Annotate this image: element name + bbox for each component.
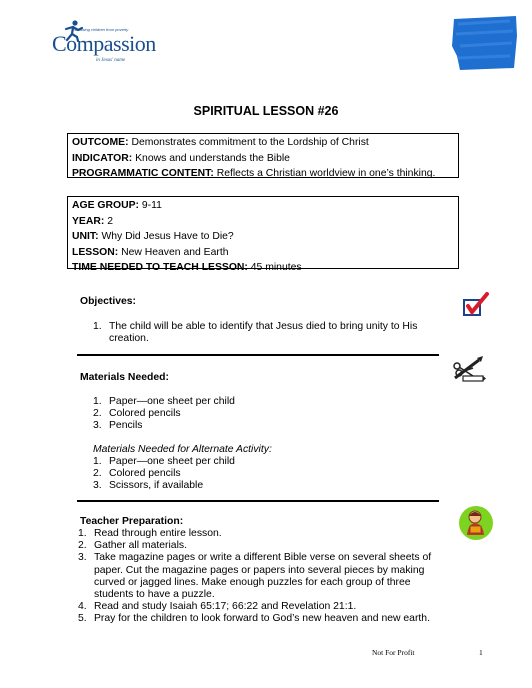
materials-heading: Materials Needed: bbox=[80, 372, 169, 383]
pencil-scissors-icon bbox=[451, 356, 487, 384]
lesson-meta-box bbox=[67, 196, 459, 273]
list-item: 3. Pencils bbox=[93, 420, 143, 432]
logo-tagline: Releasing children from poverty bbox=[72, 27, 129, 32]
list-item: 1. Paper—one sheet per child bbox=[93, 396, 235, 407]
time-needed-line: TIME NEEDED TO TEACH LESSON: 45 minutes bbox=[72, 262, 302, 273]
lesson-line: LESSON: New Heaven and Earth bbox=[72, 246, 229, 258]
outcome-box bbox=[67, 133, 459, 178]
materials-list bbox=[93, 396, 438, 433]
footer-note: Not For Profit bbox=[372, 648, 415, 657]
checkbox-check-icon bbox=[462, 292, 490, 318]
page-number: 1 bbox=[479, 648, 483, 657]
list-item: 3. Take magazine pages or write a different Bible verse on several sheets of paper. Cut the magazine pages or papers into several pieces by making curved or jagged lines. Make enough puzzles for each group of three students to have a puzzle. bbox=[78, 552, 432, 601]
list-item: 1. Read through entire lesson. bbox=[78, 528, 222, 539]
teacher-reading-icon bbox=[458, 505, 494, 541]
blue-brush-block bbox=[452, 16, 518, 70]
alternate-materials-list bbox=[93, 456, 438, 493]
year-line: YEAR: 2 bbox=[72, 215, 114, 227]
list-item: 4. Read and study Isaiah 65:17; 66:22 and Revelation 21:1. bbox=[78, 601, 357, 613]
programmatic-content-line: PROGRAMMATIC CONTENT: Reflects a Christian worldview in one’s thinking. bbox=[72, 168, 436, 179]
teacher-prep-heading: Teacher Preparation: bbox=[80, 516, 184, 527]
list-item: 3. Scissors, if available bbox=[93, 480, 204, 492]
teacher-prep-list bbox=[78, 528, 440, 626]
list-item: 1. Paper—one sheet per child bbox=[93, 456, 235, 467]
section-divider bbox=[77, 500, 439, 502]
age-group-line: AGE GROUP: 9-11 bbox=[72, 200, 162, 211]
outcome-line: OUTCOME: Demonstrates commitment to the Lordship of Christ bbox=[72, 137, 369, 148]
logo-wordmark: Compassion bbox=[52, 31, 156, 56]
indicator-line: INDICATOR: Knows and understands the Bible bbox=[72, 152, 290, 164]
alternate-materials-heading: Materials Needed for Alternate Activity: bbox=[93, 444, 272, 455]
page-title: SPIRITUAL LESSON #26 bbox=[193, 104, 339, 118]
unit-line: UNIT: Why Did Jesus Have to Die? bbox=[72, 231, 234, 242]
list-item: 2. Colored pencils bbox=[93, 468, 181, 480]
list-item: 1. The child will be able to identify that Jesus died to bring unity to His creation. bbox=[93, 321, 418, 345]
list-item: 2. Gather all materials. bbox=[78, 540, 187, 552]
section-divider bbox=[77, 354, 439, 356]
logo-subtitle: in Jesus' name bbox=[96, 58, 126, 63]
objectives-list bbox=[93, 321, 438, 345]
list-item: 5. Pray for the children to look forward to God’s new heaven and new earth. bbox=[78, 613, 430, 625]
compassion-logo bbox=[52, 22, 164, 72]
list-item: 2. Colored pencils bbox=[93, 408, 181, 420]
objectives-heading: Objectives: bbox=[80, 296, 137, 307]
